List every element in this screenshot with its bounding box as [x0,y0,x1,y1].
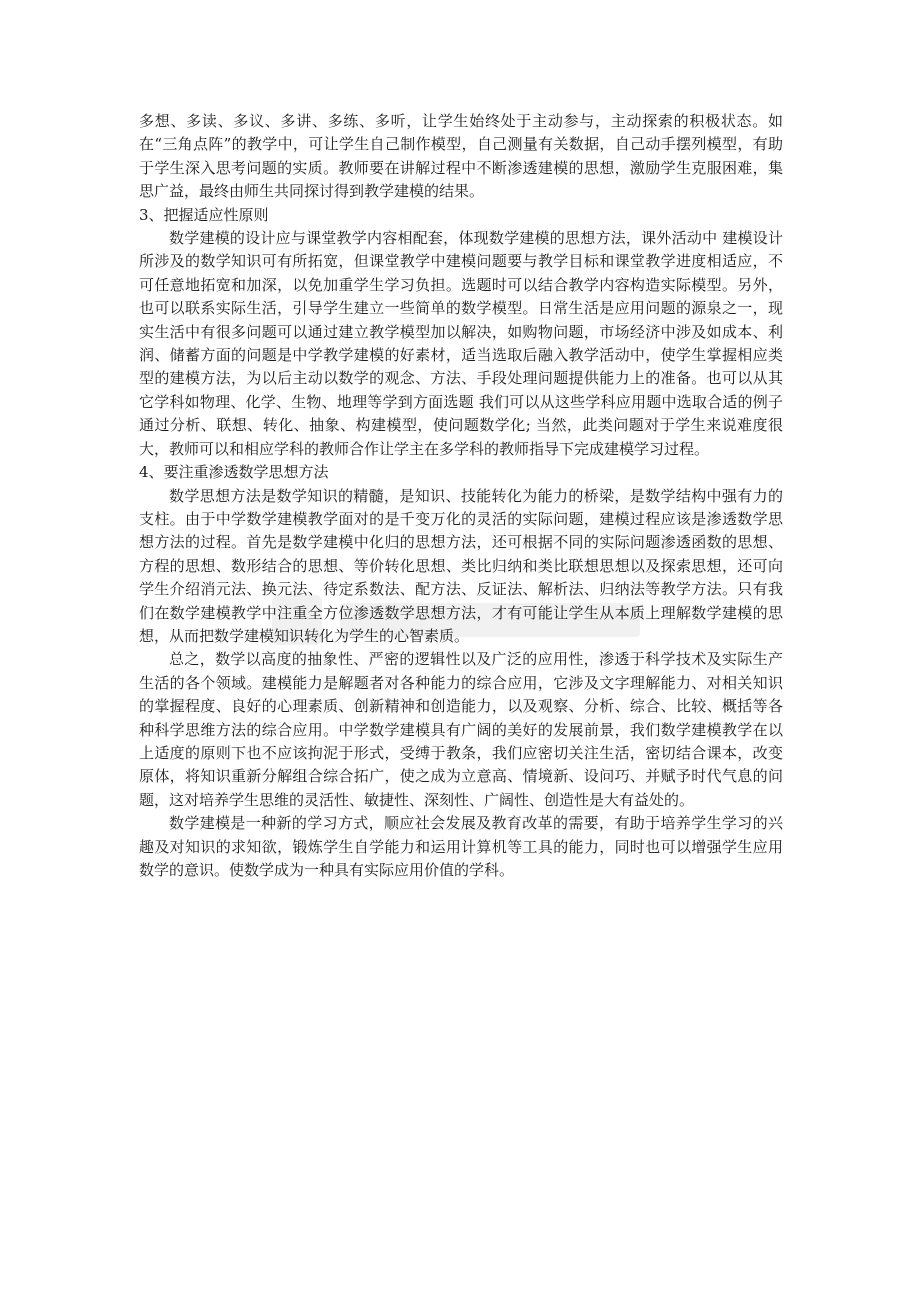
paragraph-adaptability: 数学建模的设计应与课堂教学内容相配套，体现数学建模的思想方法，课外活动中 建模设计所涉及的数学知识可有所拓宽，但课堂教学中建模问题要与教学目标和课堂教学进度相适应，不可任意地拓宽和加深，以免加重学生学习负担。选题时可以结合教学内容构造实际模型。另外，也可以联系实际生活，引导学生建立一些简单的数学模型。日常生活是应用问题的源泉之一，现实生活中有很多问题可以通过建立教学模型加以解决，如购物问题，市场经济中涉及如成本、利润、储蓄方面的问题是中学教学建模的好素材，适当选取后融入教学活动中，使学生掌握相应类型的建模方法，为以后主动以数学的观念、方法、手段处理问题提供能力上的准备。也可以从其它学科如物理、化学、生物、地理等学到方面选题 我们可以从这些学科应用题中选取合适的例子通过分析、联想、转化、抽象、构建模型，使问题数学化; 当然，此类问题对于学生来说难度很大，教师可以和相应学科的教师合作让学主在多学科的教师指导下完成建模学习过程。 [139,229,783,458]
paragraph-continuation: 多想、多读、多议、多讲、多练、多听，让学生始终处于主动参与，主动探索的积极状态。如在“三角点阵”的教学中，可让学生自己制作模型，自己测量有关数据，自己动手摆列模型，有助于学生深入思考问题的实质。教师要在讲解过程中不断渗透建模的思想，激励学生克服困难，集思广益，最终由师生共同探讨得到教学建模的结果。 [139,112,783,201]
paragraph-math-thinking: 数学思想方法是数学知识的精髓，是知识、技能转化为能力的桥梁，是数学结构中强有力的支柱。由于中学数学建模教学面对的是千变万化的灵活的实际问题，建模过程应该是渗透数学思想方法的过程。首先是数学建模中化归的思想方法，还可根据不同的实际问题渗透函数的思想、方程的思想、数形结合的思想、等价转化思想、类比归纳和类比联想思想以及探索思想，还可向学生介绍消元法、换元法、待定系数法、配方法、反证法、解析法、归纳法等教学方法。只有我们在数学建模教学中注重全方位渗透数学思想方法，才有可能让学生从本质上理解数学建模的思想，从而把数学建模知识转化为学生的心智素质。 [139,486,783,645]
paragraph-summary: 总之，数学以高度的抽象性、严密的逻辑性以及广泛的应用性，渗透于科学技术及实际生产生活的各个领域。建模能力是解题者对各种能力的综合应用，它涉及文字理解能力、对相关知识的掌握程度、良好的心理素质、创新精神和创造能力，以及观察、分析、综合、比较、概括等各种科学思维方法的综合应用。中学数学建模具有广阔的美好的发展前景，我们数学建模教学在以上适度的原则下也不应该拘泥于形式，受缚于教条，我们应密切关注生活，密切结合课本，改变原体，将知识重新分解组合综合拓广，使之成为立意高、情境新、设问巧、并赋予时代气息的问题，这对培养学生思维的灵活性、敏捷性、深刻性、广阔性、创造性是大有益处的。 [139,650,783,809]
paragraph-conclusion: 数学建模是一种新的学习方式，顺应社会发展及教育改革的需要，有助于培养学生学习的兴趣及对知识的求知欲，锻炼学生自学能力和运用计算机等工具的能力，同时也可以增强学生应用数学的意识。使数学成为一种具有实际应用价值的学科。 [139,814,783,879]
section-heading-math-thinking: 4、要注重渗透数学思想方法 [139,463,329,482]
document-body [139,110,783,882]
section-heading-adaptability: 3、把握适应性原则 [139,205,269,224]
